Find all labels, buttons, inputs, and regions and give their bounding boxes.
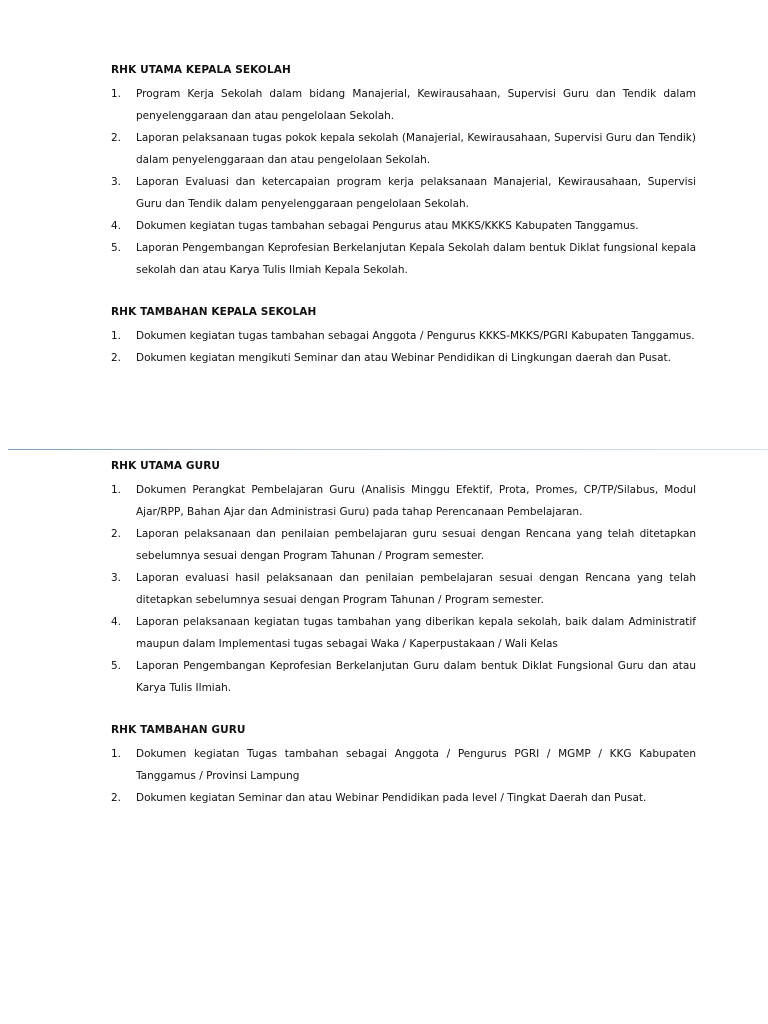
item-text: Program Kerja Sekolah dalam bidang Manajerial, Kewirausahaan, Supervisi Guru dan Tendik dalam penyelenggaraan dan atau pengelolaan Sekolah. xyxy=(136,88,696,122)
list-item xyxy=(111,325,696,347)
item-number: 3. xyxy=(111,572,122,584)
item-number: 3. xyxy=(111,176,122,188)
section-heading: RHK TAMBAHAN KEPALA SEKOLAH xyxy=(111,306,317,318)
list-item xyxy=(111,171,696,215)
list-item xyxy=(111,523,696,567)
item-list xyxy=(111,479,696,699)
section-heading: RHK UTAMA GURU xyxy=(111,460,221,472)
item-number: 2. xyxy=(111,352,122,364)
item-text: Dokumen kegiatan Seminar dan atau Webinar Pendidikan pada level / Tingkat Daerah dan Pusat. xyxy=(136,792,647,804)
section-rhk-utama-kepala-sekolah xyxy=(111,63,696,281)
list-item xyxy=(111,655,696,699)
section-heading: RHK UTAMA KEPALA SEKOLAH xyxy=(111,64,291,76)
item-number: 1. xyxy=(111,484,122,496)
item-text: Dokumen kegiatan tugas tambahan sebagai Pengurus atau MKKS/KKKS Kabupaten Tanggamus. xyxy=(136,220,639,232)
item-number: 2. xyxy=(111,132,122,144)
item-number: 5. xyxy=(111,242,122,254)
list-item xyxy=(111,743,696,787)
list-item xyxy=(111,611,696,655)
section-heading: RHK TAMBAHAN GURU xyxy=(111,724,246,736)
item-text: Laporan Pengembangan Keprofesian Berkelanjutan Guru dalam bentuk Diklat Fungsional Guru dan atau Karya Tulis Ilmiah. xyxy=(136,660,696,694)
item-text: Laporan pelaksanaan tugas pokok kepala sekolah (Manajerial, Kewirausahaan, Supervisi Guru dan Tendik) dalam penyelenggaraan dan atau pengelolaan Sekolah. xyxy=(136,132,696,166)
list-item xyxy=(111,215,696,237)
section-rhk-utama-guru xyxy=(111,459,696,699)
list-item xyxy=(111,127,696,171)
list-item xyxy=(111,479,696,523)
list-item xyxy=(111,83,696,127)
list-item xyxy=(111,787,696,809)
item-text: Dokumen kegiatan mengikuti Seminar dan atau Webinar Pendidikan di Lingkungan daerah dan Pusat. xyxy=(136,352,671,364)
item-number: 2. xyxy=(111,792,122,804)
item-text: Laporan Pengembangan Keprofesian Berkelanjutan Kepala Sekolah dalam bentuk Diklat fungsional kepala sekolah dan atau Karya Tulis Ilmiah Kepala Sekolah. xyxy=(136,242,696,276)
item-number: 1. xyxy=(111,748,122,760)
item-text: Laporan evaluasi hasil pelaksanaan dan penilaian pembelajaran sesuai dengan Rencana yang telah ditetapkan sebelumnya sesuai dengan Program Tahunan / Program semester. xyxy=(136,572,696,606)
list-item xyxy=(111,237,696,281)
item-number: 2. xyxy=(111,528,122,540)
list-item xyxy=(111,347,696,369)
item-list xyxy=(111,83,696,281)
item-text: Laporan Evaluasi dan ketercapaian program kerja pelaksanaan Manajerial, Kewirausahaan, Supervisi Guru dan Tendik dalam penyelenggaraan pengelolaan Sekolah. xyxy=(136,176,696,210)
item-text: Dokumen kegiatan Tugas tambahan sebagai Anggota / Pengurus PGRI / MGMP / KKG Kabupaten Tanggamus / Provinsi Lampung xyxy=(136,748,696,782)
item-list xyxy=(111,325,696,369)
item-number: 1. xyxy=(111,88,122,100)
list-item xyxy=(111,567,696,611)
page-divider xyxy=(8,449,768,450)
item-number: 4. xyxy=(111,220,122,232)
section-rhk-tambahan-guru xyxy=(111,723,696,809)
item-list xyxy=(111,743,696,809)
section-rhk-tambahan-kepala-sekolah xyxy=(111,305,696,369)
item-text: Laporan pelaksanaan dan penilaian pembelajaran guru sesuai dengan Rencana yang telah ditetapkan sebelumnya sesuai dengan Program Tahunan / Program semester. xyxy=(136,528,696,562)
item-number: 1. xyxy=(111,330,122,342)
item-number: 4. xyxy=(111,616,122,628)
item-text: Laporan pelaksanaan kegiatan tugas tambahan yang diberikan kepala sekolah, baik dalam Administratif maupun dalam Implementasi tugas sebagai Waka / Kaperpustakaan / Wali Kelas xyxy=(136,616,696,650)
item-number: 5. xyxy=(111,660,122,672)
item-text: Dokumen Perangkat Pembelajaran Guru (Analisis Minggu Efektif, Prota, Promes, CP/TP/Silabus, Modul Ajar/RPP, Bahan Ajar dan Administrasi Guru) pada tahap Perencanaan Pembelajaran. xyxy=(136,484,696,518)
item-text: Dokumen kegiatan tugas tambahan sebagai Anggota / Pengurus KKKS-MKKS/PGRI Kabupaten Tanggamus. xyxy=(136,330,695,342)
